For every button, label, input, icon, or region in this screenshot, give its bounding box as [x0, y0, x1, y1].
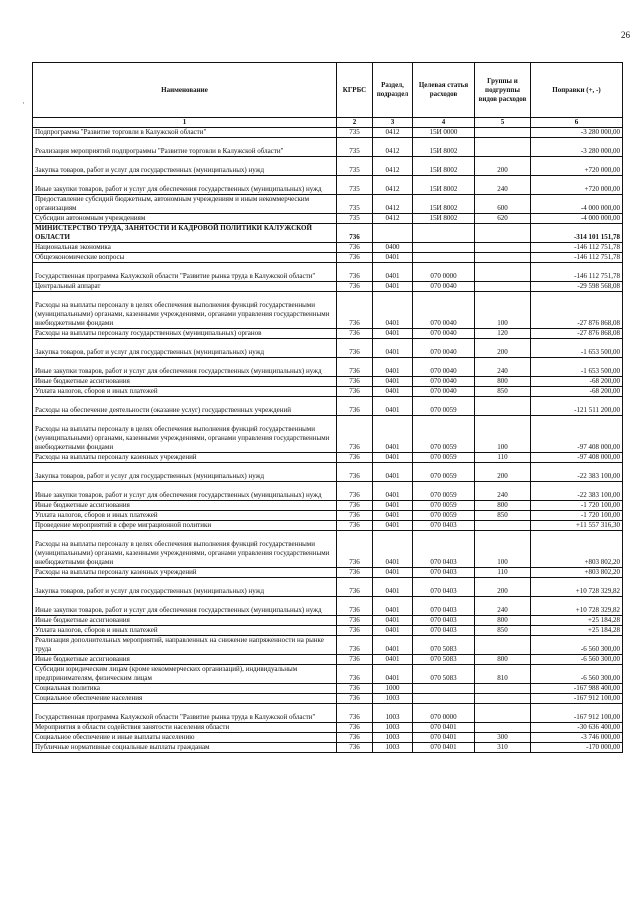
cell-razdel: 0401 [373, 329, 413, 339]
cell-amount: +10 728 329,82 [531, 597, 623, 616]
cell-target [413, 243, 475, 253]
cell-group: 800 [475, 501, 531, 511]
cell-group [475, 521, 531, 531]
cell-amount: -4 000 000,00 [531, 214, 623, 224]
cell-razdel: 0401 [373, 482, 413, 501]
table-row [33, 733, 623, 743]
table-row [33, 501, 623, 511]
cell-amount: -22 383 100,00 [531, 463, 623, 482]
cell-group: 850 [475, 511, 531, 521]
cell-razdel: 0412 [373, 176, 413, 195]
table-row [33, 263, 623, 282]
cell-razdel: 0401 [373, 358, 413, 377]
cell-group [475, 397, 531, 416]
cell-kgrbs: 736 [337, 636, 373, 655]
cell-razdel: 0401 [373, 397, 413, 416]
cell-kgrbs: 736 [337, 723, 373, 733]
cell-target: 070 0059 [413, 482, 475, 501]
cell-name: Субсидии юридическим лицам (кроме некоммерческих организаций), индивидуальным предпринимателям, физическим лицам [33, 665, 337, 684]
cell-amount: -121 511 200,00 [531, 397, 623, 416]
margin-mark: · [22, 98, 25, 108]
cell-target: 070 0040 [413, 387, 475, 397]
cell-target: 070 5083 [413, 636, 475, 655]
cell-kgrbs: 736 [337, 597, 373, 616]
cell-amount: +803 802,20 [531, 568, 623, 578]
cell-amount: +720 000,00 [531, 176, 623, 195]
table-row [33, 636, 623, 655]
table-row [33, 329, 623, 339]
col-number: 4 [413, 118, 475, 128]
col-number: 3 [373, 118, 413, 128]
cell-razdel: 0401 [373, 387, 413, 397]
cell-razdel: 0412 [373, 157, 413, 176]
cell-kgrbs: 736 [337, 578, 373, 597]
cell-group: 800 [475, 377, 531, 387]
cell-name: Расходы на выплаты персоналу в целях обеспечения выполнения функций государственными (муниципальными) органами, казенными учреждениями, органами управления государственными внебюджетными фондами [33, 416, 337, 453]
cell-target: 070 0403 [413, 531, 475, 568]
cell-group: 100 [475, 416, 531, 453]
cell-group [475, 684, 531, 694]
cell-name: Иные закупки товаров, работ и услуг для обеспечения государственных (муниципальных) нужд [33, 176, 337, 195]
cell-name: Закупка товаров, работ и услуг для государственных (муниципальных) нужд [33, 463, 337, 482]
cell-amount: -1 653 500,00 [531, 358, 623, 377]
cell-name: Социальное обеспечение населения [33, 694, 337, 704]
cell-razdel: 0401 [373, 292, 413, 329]
cell-target: 070 5083 [413, 665, 475, 684]
cell-name: МИНИСТЕРСТВО ТРУДА, ЗАНЯТОСТИ И КАДРОВОЙ ПОЛИТИКИ КАЛУЖСКОЙ ОБЛАСТИ [33, 224, 337, 243]
cell-amount: +803 802,20 [531, 531, 623, 568]
cell-kgrbs: 736 [337, 339, 373, 358]
cell-group [475, 224, 531, 243]
cell-kgrbs: 736 [337, 521, 373, 531]
cell-razdel: 0412 [373, 195, 413, 214]
table-row [33, 195, 623, 214]
table-row [33, 704, 623, 723]
cell-amount: -22 383 100,00 [531, 482, 623, 501]
cell-name: Иные бюджетные ассигнования [33, 501, 337, 511]
table-row [33, 377, 623, 387]
cell-target: 15И 8002 [413, 214, 475, 224]
cell-kgrbs: 736 [337, 568, 373, 578]
cell-razdel: 0400 [373, 243, 413, 253]
cell-target: 070 0000 [413, 704, 475, 723]
cell-target: 070 0040 [413, 329, 475, 339]
table-row [33, 665, 623, 684]
cell-group: 850 [475, 387, 531, 397]
cell-amount: -3 280 000,00 [531, 138, 623, 157]
cell-kgrbs: 736 [337, 733, 373, 743]
table-row [33, 616, 623, 626]
cell-razdel: 0401 [373, 263, 413, 282]
table-row [33, 626, 623, 636]
cell-razdel: 1003 [373, 743, 413, 753]
cell-amount: -146 112 751,78 [531, 253, 623, 263]
cell-group [475, 138, 531, 157]
table-row [33, 282, 623, 292]
cell-kgrbs: 736 [337, 224, 373, 243]
cell-target: 070 0059 [413, 463, 475, 482]
cell-group: 100 [475, 531, 531, 568]
cell-target: 070 0403 [413, 521, 475, 531]
table-row [33, 253, 623, 263]
cell-group [475, 704, 531, 723]
cell-group [475, 282, 531, 292]
col-number: 1 [33, 118, 337, 128]
cell-kgrbs: 735 [337, 138, 373, 157]
cell-name: Иные закупки товаров, работ и услуг для обеспечения государственных (муниципальных) нужд [33, 482, 337, 501]
cell-kgrbs: 736 [337, 377, 373, 387]
cell-name: Иные закупки товаров, работ и услуг для обеспечения государственных (муниципальных) нужд [33, 358, 337, 377]
table-row [33, 292, 623, 329]
cell-kgrbs: 736 [337, 263, 373, 282]
table-row [33, 694, 623, 704]
cell-amount: -6 560 300,00 [531, 655, 623, 665]
col-header-razdel: Раздел, подраздел [373, 63, 413, 118]
cell-razdel: 0401 [373, 453, 413, 463]
cell-kgrbs: 735 [337, 195, 373, 214]
cell-group: 850 [475, 626, 531, 636]
cell-group: 240 [475, 597, 531, 616]
table-row [33, 684, 623, 694]
cell-group: 810 [475, 665, 531, 684]
cell-group: 620 [475, 214, 531, 224]
cell-group [475, 636, 531, 655]
cell-target: 070 0403 [413, 568, 475, 578]
cell-group: 600 [475, 195, 531, 214]
cell-kgrbs: 736 [337, 397, 373, 416]
cell-name: Закупка товаров, работ и услуг для государственных (муниципальных) нужд [33, 157, 337, 176]
cell-kgrbs: 736 [337, 482, 373, 501]
cell-razdel: 1003 [373, 694, 413, 704]
cell-name: Реализация мероприятий подпрограммы "Развитие торговли в Калужской области" [33, 138, 337, 157]
cell-target [413, 224, 475, 243]
cell-kgrbs: 735 [337, 214, 373, 224]
cell-target: 15И 8002 [413, 176, 475, 195]
cell-name: Иные бюджетные ассигнования [33, 616, 337, 626]
cell-name: Проведение мероприятий в сфере миграционной политики [33, 521, 337, 531]
cell-amount: -3 746 000,00 [531, 733, 623, 743]
cell-name: Иные бюджетные ассигнования [33, 655, 337, 665]
col-number: 2 [337, 118, 373, 128]
cell-target: 070 0403 [413, 626, 475, 636]
cell-target: 070 0403 [413, 616, 475, 626]
cell-name: Социальная политика [33, 684, 337, 694]
cell-kgrbs: 736 [337, 694, 373, 704]
cell-amount: -6 560 300,00 [531, 665, 623, 684]
cell-amount: -97 408 000,00 [531, 416, 623, 453]
cell-amount: -146 112 751,78 [531, 243, 623, 253]
cell-group: 310 [475, 743, 531, 753]
col-header-target: Целевая статья расходов [413, 63, 475, 118]
cell-amount: -6 560 300,00 [531, 636, 623, 655]
table-row [33, 358, 623, 377]
cell-name: Субсидии автономным учреждениям [33, 214, 337, 224]
table-row [33, 578, 623, 597]
cell-amount: +25 184,28 [531, 616, 623, 626]
cell-kgrbs: 736 [337, 329, 373, 339]
cell-name: Национальная экономика [33, 243, 337, 253]
table-row [33, 482, 623, 501]
cell-target: 070 0040 [413, 358, 475, 377]
col-number: 5 [475, 118, 531, 128]
col-header-amendments: Поправки (+, -) [531, 63, 623, 118]
table-row [33, 138, 623, 157]
cell-target: 070 0403 [413, 597, 475, 616]
cell-razdel: 0401 [373, 568, 413, 578]
cell-razdel: 0401 [373, 578, 413, 597]
cell-group [475, 694, 531, 704]
cell-name: Расходы на выплаты персоналу в целях обеспечения выполнения функций государственными (муниципальными) органами, казенными учреждениями, органами управления государственными внебюджетными фондами [33, 292, 337, 329]
cell-target [413, 684, 475, 694]
cell-name: Уплата налогов, сборов и иных платежей [33, 626, 337, 636]
cell-amount: -167 988 400,00 [531, 684, 623, 694]
cell-target: 15И 0000 [413, 128, 475, 138]
cell-kgrbs: 736 [337, 253, 373, 263]
cell-kgrbs: 735 [337, 128, 373, 138]
cell-group [475, 243, 531, 253]
cell-target [413, 694, 475, 704]
table-row [33, 511, 623, 521]
cell-name: Уплата налогов, сборов и иных платежей [33, 511, 337, 521]
cell-razdel [373, 224, 413, 243]
cell-target: 070 0059 [413, 397, 475, 416]
cell-kgrbs: 736 [337, 616, 373, 626]
cell-razdel: 0401 [373, 521, 413, 531]
table-row [33, 224, 623, 243]
table-row [33, 743, 623, 753]
cell-name: Государственная программа Калужской области "Развитие рынка труда в Калужской области" [33, 263, 337, 282]
cell-name: Социальное обеспечение и иные выплаты населению [33, 733, 337, 743]
cell-razdel: 1000 [373, 684, 413, 694]
cell-razdel: 0401 [373, 463, 413, 482]
cell-group: 200 [475, 157, 531, 176]
cell-target: 070 0059 [413, 416, 475, 453]
cell-kgrbs: 735 [337, 176, 373, 195]
cell-group: 240 [475, 358, 531, 377]
cell-group: 120 [475, 329, 531, 339]
cell-amount: +10 728 329,82 [531, 578, 623, 597]
cell-group: 800 [475, 655, 531, 665]
column-number-row [33, 118, 623, 128]
cell-kgrbs: 736 [337, 665, 373, 684]
cell-name: Предоставление субсидий бюджетным, автономным учреждениям и иным некоммерческим организациям [33, 195, 337, 214]
table-row [33, 568, 623, 578]
budget-amendments-table [32, 62, 623, 753]
cell-razdel: 1003 [373, 723, 413, 733]
cell-group: 200 [475, 339, 531, 358]
cell-target [413, 253, 475, 263]
cell-razdel: 0401 [373, 597, 413, 616]
cell-razdel: 0401 [373, 665, 413, 684]
table-row [33, 453, 623, 463]
cell-amount: +25 184,28 [531, 626, 623, 636]
cell-target: 070 0059 [413, 501, 475, 511]
table-row [33, 243, 623, 253]
cell-amount: +11 557 316,30 [531, 521, 623, 531]
cell-name: Реализация дополнительных мероприятий, направленных на снижение напряженности на рынке труда [33, 636, 337, 655]
cell-group: 240 [475, 176, 531, 195]
cell-target: 070 0403 [413, 578, 475, 597]
cell-name: Расходы на выплаты персоналу казенных учреждений [33, 453, 337, 463]
cell-target: 070 5083 [413, 655, 475, 665]
cell-group: 240 [475, 482, 531, 501]
table-row [33, 463, 623, 482]
table-row [33, 597, 623, 616]
cell-name: Подпрограмма "Развитие торговли в Калужской области" [33, 128, 337, 138]
table-row [33, 339, 623, 358]
cell-name: Уплата налогов, сборов и иных платежей [33, 387, 337, 397]
cell-target: 070 0059 [413, 511, 475, 521]
cell-target: 070 0040 [413, 292, 475, 329]
cell-razdel: 1003 [373, 733, 413, 743]
table-row [33, 531, 623, 568]
cell-name: Государственная программа Калужской области "Развитие рынка труда в Калужской области" [33, 704, 337, 723]
cell-amount: -1 720 100,00 [531, 511, 623, 521]
table-row [33, 128, 623, 138]
cell-razdel: 0401 [373, 511, 413, 521]
cell-group: 300 [475, 733, 531, 743]
table-row [33, 397, 623, 416]
cell-group: 800 [475, 616, 531, 626]
cell-razdel: 0401 [373, 636, 413, 655]
cell-amount: -167 912 100,00 [531, 704, 623, 723]
cell-name: Расходы на выплаты персоналу в целях обеспечения выполнения функций государственными (муниципальными) органами, казенными учреждениями, органами управления государственными внебюджетными фондами [33, 531, 337, 568]
cell-kgrbs: 736 [337, 387, 373, 397]
cell-name: Закупка товаров, работ и услуг для государственных (муниципальных) нужд [33, 578, 337, 597]
cell-razdel: 0412 [373, 138, 413, 157]
cell-amount: -314 101 151,78 [531, 224, 623, 243]
cell-amount: -170 000,00 [531, 743, 623, 753]
cell-target: 070 0040 [413, 282, 475, 292]
cell-kgrbs: 735 [337, 157, 373, 176]
cell-amount: -4 000 000,00 [531, 195, 623, 214]
cell-target: 15И 8002 [413, 195, 475, 214]
cell-razdel: 1003 [373, 704, 413, 723]
cell-razdel: 0401 [373, 377, 413, 387]
cell-name: Закупка товаров, работ и услуг для государственных (муниципальных) нужд [33, 339, 337, 358]
col-header-name: Наименование [33, 63, 337, 118]
table-row [33, 521, 623, 531]
cell-razdel: 0401 [373, 282, 413, 292]
cell-target: 070 0040 [413, 339, 475, 358]
cell-kgrbs: 736 [337, 531, 373, 568]
col-header-groups: Группы и подгруппы видов расходов [475, 63, 531, 118]
table-row [33, 176, 623, 195]
cell-razdel: 0401 [373, 501, 413, 511]
cell-amount: -68 200,00 [531, 387, 623, 397]
cell-name: Иные бюджетные ассигнования [33, 377, 337, 387]
cell-amount: -27 876 868,08 [531, 329, 623, 339]
cell-razdel: 0401 [373, 616, 413, 626]
cell-kgrbs: 736 [337, 282, 373, 292]
table-row [33, 387, 623, 397]
cell-target: 15И 8002 [413, 157, 475, 176]
table-row [33, 157, 623, 176]
cell-kgrbs: 736 [337, 243, 373, 253]
cell-group: 200 [475, 463, 531, 482]
cell-kgrbs: 736 [337, 511, 373, 521]
cell-amount: -29 598 568,08 [531, 282, 623, 292]
table-row [33, 723, 623, 733]
cell-name: Расходы на выплаты персоналу государственных (муниципальных) органов [33, 329, 337, 339]
cell-razdel: 0401 [373, 253, 413, 263]
cell-group [475, 263, 531, 282]
cell-name: Расходы на выплаты персоналу казенных учреждений [33, 568, 337, 578]
cell-amount: +720 000,00 [531, 157, 623, 176]
cell-group: 110 [475, 453, 531, 463]
cell-razdel: 0401 [373, 655, 413, 665]
cell-kgrbs: 736 [337, 501, 373, 511]
cell-amount: -30 636 400,00 [531, 723, 623, 733]
cell-name: Расходы на обеспечение деятельности (оказание услуг) государственных учреждений [33, 397, 337, 416]
page-number: 26 [621, 30, 630, 40]
cell-amount: -167 912 100,00 [531, 694, 623, 704]
cell-target: 070 0401 [413, 743, 475, 753]
col-header-kgrbs: КГРБС [337, 63, 373, 118]
cell-group [475, 128, 531, 138]
cell-amount: -68 200,00 [531, 377, 623, 387]
cell-kgrbs: 736 [337, 358, 373, 377]
cell-group: 100 [475, 292, 531, 329]
cell-name: Общеэкономические вопросы [33, 253, 337, 263]
cell-target: 070 0000 [413, 263, 475, 282]
cell-amount: -27 876 868,08 [531, 292, 623, 329]
table-row [33, 416, 623, 453]
cell-target: 070 0401 [413, 723, 475, 733]
cell-amount: -1 720 100,00 [531, 501, 623, 511]
cell-kgrbs: 736 [337, 626, 373, 636]
cell-kgrbs: 736 [337, 655, 373, 665]
table-header-row [33, 63, 623, 118]
cell-kgrbs: 736 [337, 743, 373, 753]
cell-razdel: 0412 [373, 128, 413, 138]
cell-amount: -97 408 000,00 [531, 453, 623, 463]
cell-target: 15И 8002 [413, 138, 475, 157]
cell-name: Центральный аппарат [33, 282, 337, 292]
cell-name: Иные закупки товаров, работ и услуг для обеспечения государственных (муниципальных) нужд [33, 597, 337, 616]
table-row [33, 655, 623, 665]
cell-razdel: 0401 [373, 531, 413, 568]
cell-target: 070 0059 [413, 453, 475, 463]
cell-amount: -146 112 751,78 [531, 263, 623, 282]
cell-target: 070 0040 [413, 377, 475, 387]
cell-amount: -3 280 000,00 [531, 128, 623, 138]
col-number: 6 [531, 118, 623, 128]
cell-group: 110 [475, 568, 531, 578]
cell-name: Публичные нормативные социальные выплаты гражданам [33, 743, 337, 753]
cell-kgrbs: 736 [337, 463, 373, 482]
cell-razdel: 0412 [373, 214, 413, 224]
cell-kgrbs: 736 [337, 684, 373, 694]
cell-target: 070 0401 [413, 733, 475, 743]
cell-amount: -1 653 500,00 [531, 339, 623, 358]
cell-name: Мероприятия в области содействия занятости населения области [33, 723, 337, 733]
cell-kgrbs: 736 [337, 453, 373, 463]
cell-razdel: 0401 [373, 339, 413, 358]
cell-kgrbs: 736 [337, 292, 373, 329]
cell-razdel: 0401 [373, 416, 413, 453]
cell-kgrbs: 736 [337, 704, 373, 723]
cell-group: 200 [475, 578, 531, 597]
cell-kgrbs: 736 [337, 416, 373, 453]
cell-group [475, 253, 531, 263]
cell-group [475, 723, 531, 733]
table-row [33, 214, 623, 224]
cell-razdel: 0401 [373, 626, 413, 636]
